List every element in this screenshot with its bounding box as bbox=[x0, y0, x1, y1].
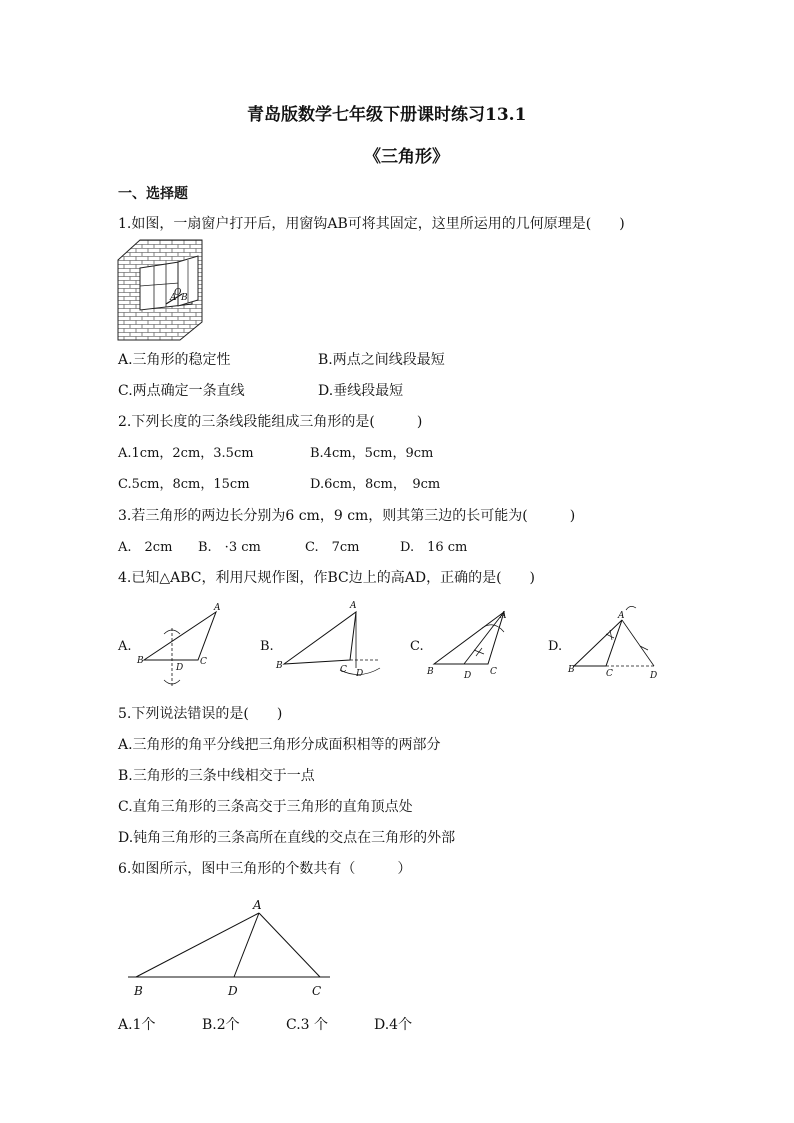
question-1-option-c: C.两点确定一条直线 bbox=[118, 383, 245, 399]
figure4b-label-a: A bbox=[350, 601, 357, 611]
question-2-stem: 2.下列长度的三条线段能组成三角形的是( ) bbox=[118, 414, 423, 430]
section-heading: 一、选择题 bbox=[118, 186, 188, 202]
question-3-stem: 3.若三角形的两边长分别为6 cm，9 cm，则其第三边的长可能为( ) bbox=[118, 508, 576, 524]
figure4b-label-c: C bbox=[340, 665, 347, 675]
question-5-option-b: B.三角形的三条中线相交于一点 bbox=[118, 768, 315, 784]
figure4b-label-b: B bbox=[276, 661, 283, 671]
figure4a-label-b: B bbox=[137, 656, 144, 666]
figure4d-label-c: C bbox=[606, 669, 613, 679]
question-5-option-c: C.直角三角形的三条高交于三角形的直角顶点处 bbox=[118, 799, 413, 815]
question-1-option-a: A.三角形的稳定性 bbox=[118, 352, 231, 368]
question-5-stem: 5.下列说法错误的是( ) bbox=[118, 706, 283, 722]
figure1-label-o: O bbox=[174, 288, 182, 298]
figure4c-label-d: D bbox=[464, 671, 472, 681]
question-4-option-b: B. bbox=[260, 639, 274, 654]
question-6-option-d: D.4个 bbox=[374, 1017, 413, 1033]
question-3-option-c: C. 7cm bbox=[305, 540, 360, 555]
triangle-figure bbox=[126, 895, 332, 1001]
question-2-option-b: B.4cm，5cm，9cm bbox=[310, 446, 434, 461]
figure6-label-a: A bbox=[253, 898, 262, 912]
question-3-option-b: B. ·3 cm bbox=[198, 540, 261, 555]
window-figure bbox=[118, 240, 202, 340]
figure6-label-d: D bbox=[228, 984, 238, 998]
question-2-option-a: A.1cm，2cm，3.5cm bbox=[118, 446, 254, 461]
question-6-option-c: C.3 个 bbox=[286, 1017, 329, 1033]
question-6-option-b: B.2个 bbox=[202, 1017, 240, 1033]
figure4b-label-d: D bbox=[356, 669, 364, 679]
question-3-option-a: A. 2cm bbox=[118, 540, 173, 555]
figure6-label-c: C bbox=[312, 984, 322, 998]
question-1-option-b: B.两点之间线段最短 bbox=[318, 352, 445, 368]
question-4-option-c: C. bbox=[410, 639, 424, 654]
figure4d-label-d: D bbox=[650, 671, 658, 681]
figure6-label-b: B bbox=[134, 984, 143, 998]
question-3-option-d: D. 16 cm bbox=[400, 540, 468, 555]
figure4d-label-a: A bbox=[618, 611, 625, 621]
figure1-label-a: A bbox=[170, 293, 177, 303]
construction-figure-c bbox=[424, 606, 524, 682]
figure4a-label-c: C bbox=[200, 657, 207, 667]
figure4d-label-b: B bbox=[568, 665, 575, 675]
figure4c-label-a: A bbox=[500, 611, 507, 621]
question-2-option-c: C.5cm，8cm，15cm bbox=[118, 477, 250, 492]
question-1-stem: 1.如图，一扇窗户打开后，用窗钩AB可将其固定，这里所运用的几何原理是( ) bbox=[118, 216, 625, 232]
construction-figure-a bbox=[136, 600, 228, 690]
figure4c-label-b: B bbox=[427, 667, 434, 677]
question-4-stem: 4.已知△ABC，利用尺规作图，作BC边上的高AD，正确的是( ) bbox=[118, 570, 536, 586]
figure4c-label-c: C bbox=[490, 667, 497, 677]
question-5-option-a: A.三角形的角平分线把三角形分成面积相等的两部分 bbox=[118, 737, 441, 753]
question-1-option-d: D.垂线段最短 bbox=[318, 383, 404, 399]
document-subtitle: 《三角形》 bbox=[364, 147, 449, 167]
question-6-stem: 6.如图所示，图中三角形的个数共有（ ） bbox=[118, 861, 412, 877]
question-5-option-d: D.钝角三角形的三条高所在直线的交点在三角形的外部 bbox=[118, 830, 456, 846]
document-title: 青岛版数学七年级下册课时练习13.1 bbox=[247, 105, 527, 125]
figure1-label-b: B bbox=[181, 293, 188, 303]
construction-figure-d bbox=[566, 604, 664, 684]
question-4-option-a: A. bbox=[118, 639, 132, 654]
question-4-option-d: D. bbox=[548, 639, 563, 654]
question-2-option-d: D.6cm，8cm， 9cm bbox=[310, 477, 441, 492]
construction-figure-b bbox=[276, 598, 392, 688]
question-6-option-a: A.1个 bbox=[118, 1017, 156, 1033]
figure4a-label-d: D bbox=[176, 663, 184, 673]
figure4a-label-a: A bbox=[214, 603, 221, 613]
